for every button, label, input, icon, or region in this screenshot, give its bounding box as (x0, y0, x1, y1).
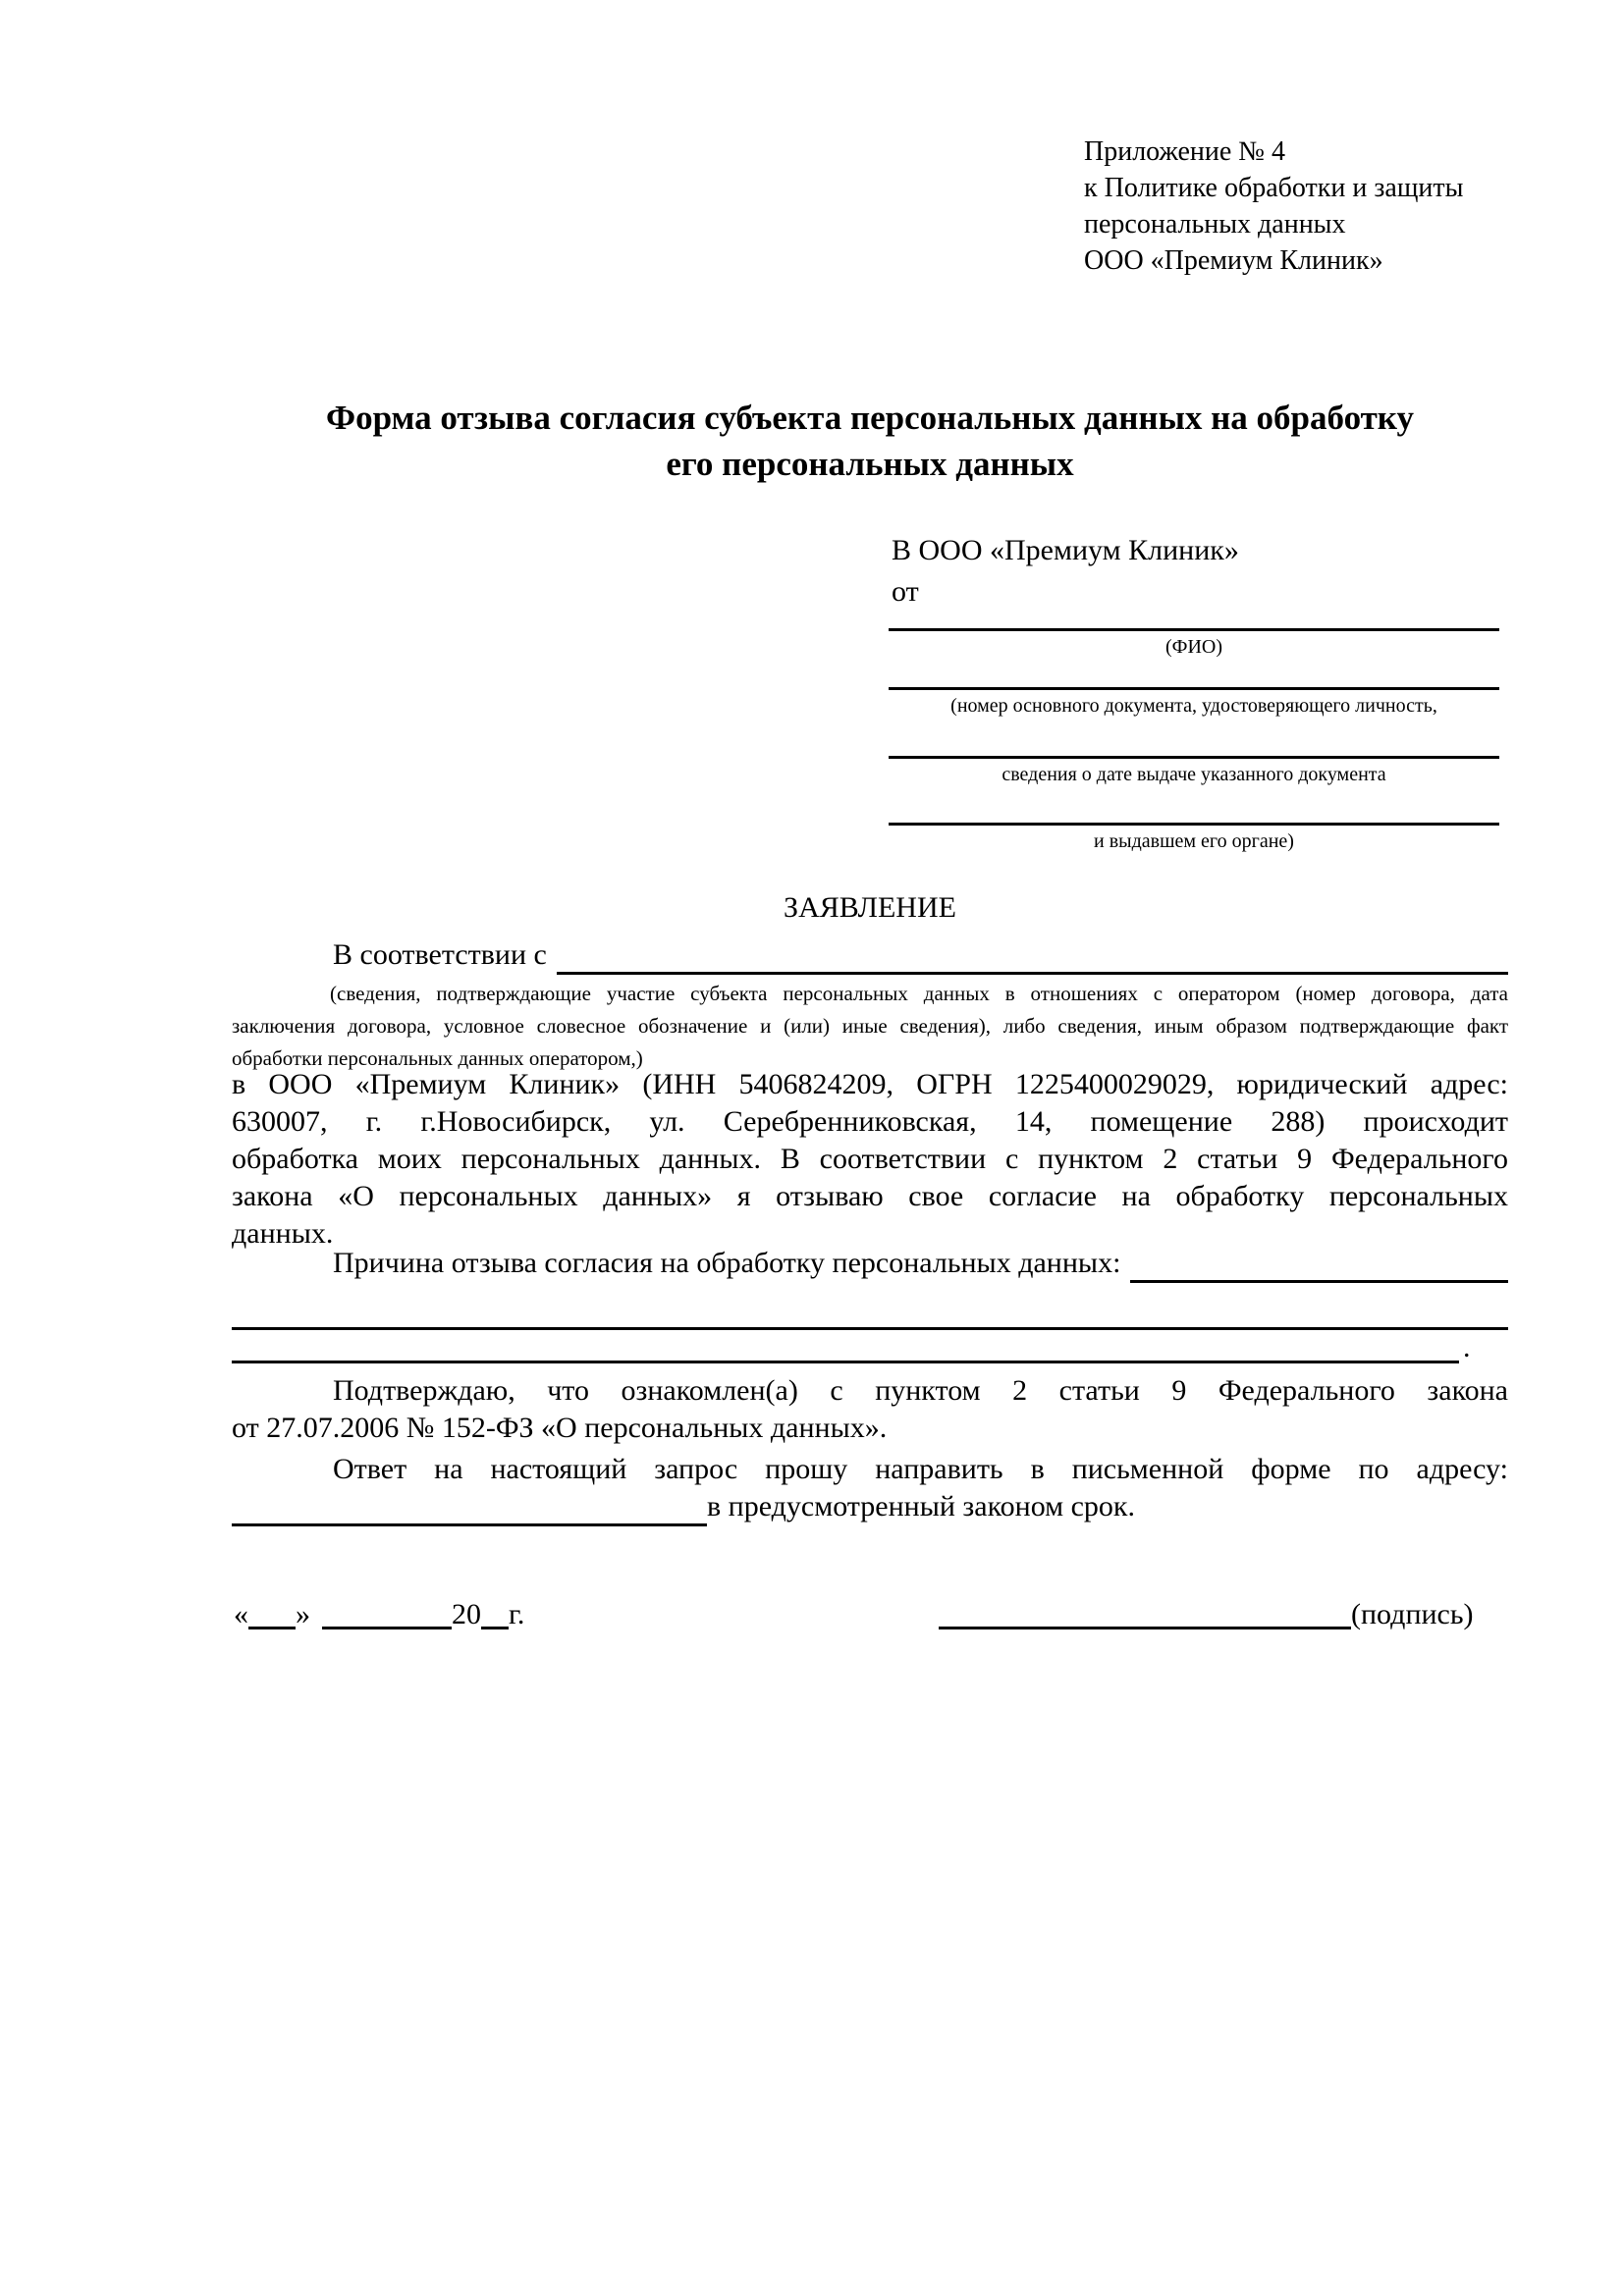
form-title-line-1: Форма отзыва согласия субъекта персональных данных на обработку (326, 399, 1414, 437)
reason-input-line-2[interactable] (232, 1327, 1508, 1330)
doc-number-label: (номер основного документа, удостоверяющего личность, (950, 695, 1437, 717)
reply-address-row (232, 1490, 1508, 1526)
body-line-1: в ООО «Премиум Клиник» (ИНН 5406824209, ОГРН 1225400029029, юридический адрес: (232, 1068, 1508, 1100)
addressee-organization: В ООО «Премиум Клиник» (892, 534, 1239, 566)
date-quote-close: » (296, 1598, 310, 1630)
date-year-prefix: 20 (452, 1598, 481, 1630)
confirmation-paragraph (232, 1372, 1508, 1447)
reason-row (333, 1247, 1508, 1283)
body-paragraph (232, 1066, 1508, 1253)
appendix-note-line-2: к Политике обработки и защиты (1084, 173, 1464, 203)
issuing-authority-input-line[interactable] (889, 823, 1499, 826)
body-line-5: данных. (232, 1217, 334, 1250)
confirmation-line-2: от 27.07.2006 № 152-ФЗ «О персональных данных». (232, 1412, 888, 1444)
date-day-input-line[interactable] (248, 1627, 296, 1629)
signature-group (939, 1598, 1474, 1631)
date-year-input-line[interactable] (481, 1627, 509, 1629)
confirmation-line-1: Подтверждаю, что ознакомлен(а) с пунктом 2 статьи 9 Федерального закона (333, 1374, 1508, 1407)
fio-input-line[interactable] (889, 628, 1499, 631)
reply-address-input-line[interactable] (232, 1490, 707, 1526)
date-quote-open: « (234, 1598, 248, 1630)
intro-footnote-line-3: обработки персональных данных оператором,) (232, 1046, 643, 1070)
reason-label: Причина отзыва согласия на обработку персональных данных: (333, 1247, 1121, 1279)
appendix-note-line-4: ООО «Премиум Клиник» (1084, 245, 1383, 276)
appendix-note-line-1: Приложение № 4 (1084, 136, 1285, 167)
issue-date-label: сведения о дате выдаче указанного документа (1001, 764, 1386, 785)
date-group (234, 1598, 524, 1631)
appendix-note (1084, 133, 1463, 279)
signature-label: (подпись) (1351, 1598, 1474, 1630)
according-to-prefix: В соответствии с (333, 938, 547, 971)
intro-footnote (232, 978, 1508, 1075)
doc-number-input-line[interactable] (889, 687, 1499, 690)
appendix-note-line-3: персональных данных (1084, 209, 1346, 240)
reason-end-period: . (1463, 1331, 1471, 1363)
form-title-line-2: его персональных данных (666, 445, 1074, 483)
statement-heading: ЗАЯВЛЕНИЕ (784, 891, 956, 924)
reply-suffix: в предусмотренный законом срок. (707, 1490, 1135, 1522)
body-line-3: обработка моих персональных данных. В соответствии с пунктом 2 статьи 9 Федерального (232, 1143, 1508, 1175)
fio-label: (ФИО) (1164, 636, 1222, 658)
form-title (232, 395, 1508, 487)
according-to-row (333, 938, 1508, 975)
intro-footnote-line-2: заключения договора, условное словесное обозначение и (или) иные сведения), либо сведения, иным образом подтверждающие факт (232, 1014, 1508, 1038)
according-to-input-line[interactable] (557, 938, 1508, 975)
body-line-4: закона «О персональных данных» я отзываю свое согласие на обработку персональных (232, 1180, 1508, 1212)
date-month-input-line[interactable] (322, 1627, 452, 1629)
body-line-2: 630007, г. г.Новосибирск, ул. Серебренниковская, 14, помещение 288) происходит (232, 1105, 1508, 1138)
signature-input-line[interactable] (939, 1627, 1351, 1629)
issue-date-input-line[interactable] (889, 756, 1499, 759)
reason-input-line-1[interactable] (1130, 1247, 1508, 1283)
date-year-suffix: г. (509, 1598, 525, 1630)
reason-input-line-3[interactable] (232, 1361, 1459, 1363)
addressee-from-label: от (892, 575, 919, 608)
intro-footnote-line-1: (сведения, подтверждающие участие субъекта персональных данных в отношениях с оператором (номер договора, дата (330, 982, 1508, 1005)
issuing-authority-label: и выдавшем его органе) (1094, 830, 1294, 852)
reply-request: Ответ на настоящий запрос прошу направить в письменной форме по адресу: (333, 1453, 1508, 1485)
